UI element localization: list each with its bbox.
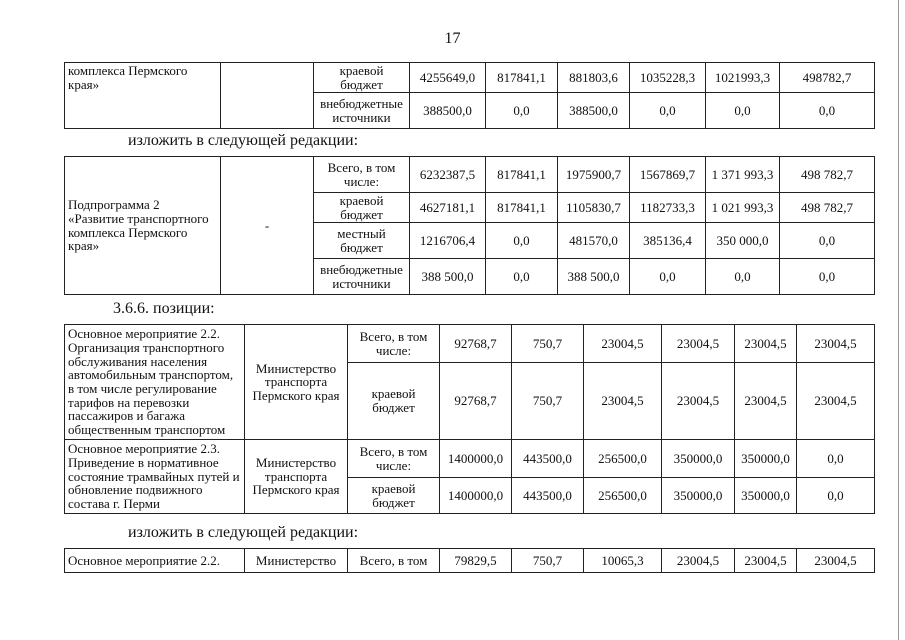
table-row: [65, 549, 875, 573]
value-cell: 388 500,0: [558, 259, 630, 295]
executor-cell: Министерство транспорта Пермского края: [245, 325, 348, 440]
value-cell: 0,0: [797, 440, 875, 478]
source-cell: краевой бюджет: [348, 363, 440, 440]
source-cell: местный бюджет: [314, 223, 410, 259]
table-row: [65, 440, 875, 478]
value-cell: 1216706,4: [410, 223, 486, 259]
table-row: [65, 157, 875, 193]
source-cell: краевой бюджет: [314, 193, 410, 223]
value-cell: 23004,5: [662, 549, 735, 573]
source-cell: краевой бюджет: [314, 63, 410, 93]
value-cell: 750,7: [512, 549, 584, 573]
source-cell: Всего, в том: [348, 549, 440, 573]
source-cell: краевой бюджет: [348, 478, 440, 514]
value-cell: 23004,5: [797, 363, 875, 440]
value-cell: 256500,0: [584, 478, 662, 514]
value-cell: 0,0: [706, 259, 780, 295]
value-cell: 23004,5: [662, 325, 735, 363]
source-cell: внебюджетные источники: [314, 259, 410, 295]
program-name-cell: Подпрограмма 2 «Развитие транспортного комплекса Пермского края»: [65, 157, 221, 295]
value-cell: 350000,0: [735, 440, 797, 478]
value-cell: 498782,7: [780, 63, 875, 93]
value-cell: 23004,5: [735, 325, 797, 363]
value-cell: 6232387,5: [410, 157, 486, 193]
activity-name-cell: Основное мероприятие 2.2.: [65, 549, 245, 573]
value-cell: 0,0: [486, 93, 558, 129]
value-cell: 388 500,0: [410, 259, 486, 295]
value-cell: 881803,6: [558, 63, 630, 93]
value-cell: 23004,5: [662, 363, 735, 440]
value-cell: 350000,0: [662, 440, 735, 478]
executor-cell: Министерство транспорта Пермского края: [245, 440, 348, 514]
table-row: [65, 63, 875, 93]
page-number: 17: [444, 30, 461, 47]
value-cell: 817841,1: [486, 157, 558, 193]
value-cell: 0,0: [630, 259, 706, 295]
value-cell: 385136,4: [630, 223, 706, 259]
value-cell: 750,7: [512, 325, 584, 363]
value-cell: 443500,0: [512, 440, 584, 478]
table-positions: [64, 324, 875, 514]
value-cell: 1021993,3: [706, 63, 780, 93]
value-cell: 1975900,7: [558, 157, 630, 193]
value-cell: 0,0: [486, 223, 558, 259]
value-cell: 1105830,7: [558, 193, 630, 223]
value-cell: 0,0: [780, 259, 875, 295]
activity-name-cell: Основное мероприятие 2.3. Приведение в нормативное состояние трамвайных путей и обновление подвижного состава г. Перми: [65, 440, 245, 514]
value-cell: 817841,1: [486, 63, 558, 93]
value-cell: 10065,3: [584, 549, 662, 573]
value-cell: 1 021 993,3: [706, 193, 780, 223]
value-cell: 1400000,0: [440, 440, 512, 478]
table-subprogram-2: [64, 156, 875, 295]
value-cell: 0,0: [706, 93, 780, 129]
value-cell: 23004,5: [797, 549, 875, 573]
value-cell: 23004,5: [797, 325, 875, 363]
value-cell: 4627181,1: [410, 193, 486, 223]
value-cell: 256500,0: [584, 440, 662, 478]
source-cell: Всего, в том числе:: [314, 157, 410, 193]
table-row: [65, 325, 875, 363]
source-cell: внебюджетные источники: [314, 93, 410, 129]
value-cell: 23004,5: [735, 549, 797, 573]
value-cell: 481570,0: [558, 223, 630, 259]
value-cell: 0,0: [630, 93, 706, 129]
value-cell: 388500,0: [410, 93, 486, 129]
value-cell: 498 782,7: [780, 193, 875, 223]
value-cell: 443500,0: [512, 478, 584, 514]
executor-cell: Министерство: [245, 549, 348, 573]
section-heading: изложить в следующей редакции:: [128, 524, 359, 541]
value-cell: 1567869,7: [630, 157, 706, 193]
value-cell: 388500,0: [558, 93, 630, 129]
value-cell: 0,0: [780, 223, 875, 259]
scan-edge-line: [898, 0, 899, 640]
value-cell: 1035228,3: [630, 63, 706, 93]
value-cell: 1400000,0: [440, 478, 512, 514]
activity-name-cell: Основное мероприятие 2.2. Организация транспортного обслуживания населения автомобильным транспортом, в том числе регулирование тарифов на перевозки пассажиров и багажа общественным транспортом: [65, 325, 245, 440]
value-cell: 498 782,7: [780, 157, 875, 193]
value-cell: 350000,0: [662, 478, 735, 514]
table-activity-2-2-new: [64, 548, 875, 573]
value-cell: 1182733,3: [630, 193, 706, 223]
value-cell: 750,7: [512, 363, 584, 440]
section-heading: изложить в следующей редакции:: [128, 132, 359, 149]
value-cell: 4255649,0: [410, 63, 486, 93]
value-cell: 0,0: [486, 259, 558, 295]
value-cell: 350 000,0: [706, 223, 780, 259]
source-cell: Всего, в том числе:: [348, 440, 440, 478]
section-heading: 3.6.6. позиции:: [113, 300, 215, 317]
value-cell: 350000,0: [735, 478, 797, 514]
value-cell: 1 371 993,3: [706, 157, 780, 193]
table-krai-budget-continuation: [64, 62, 875, 129]
value-cell: 92768,7: [440, 363, 512, 440]
source-cell: Всего, в том числе:: [348, 325, 440, 363]
value-cell: 0,0: [797, 478, 875, 514]
value-cell: 92768,7: [440, 325, 512, 363]
value-cell: 817841,1: [486, 193, 558, 223]
value-cell: 23004,5: [584, 363, 662, 440]
executor-cell: [221, 63, 314, 129]
value-cell: 79829,5: [440, 549, 512, 573]
value-cell: 0,0: [780, 93, 875, 129]
executor-cell: -: [221, 157, 314, 295]
value-cell: 23004,5: [735, 363, 797, 440]
value-cell: 23004,5: [584, 325, 662, 363]
program-name-cell: комплекса Пермского края»: [65, 63, 221, 129]
